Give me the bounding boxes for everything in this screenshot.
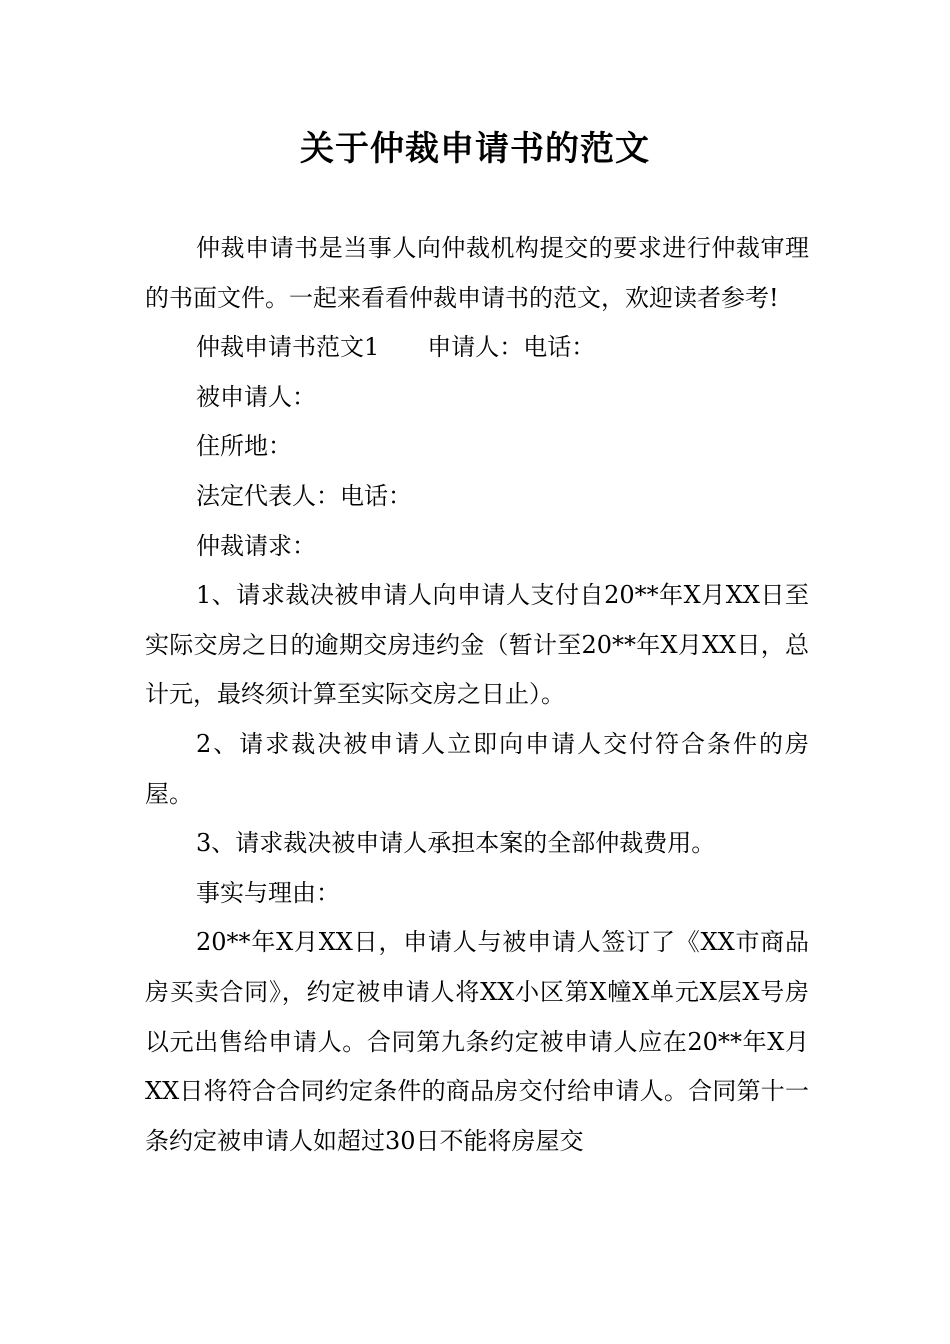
address-label: 住所地：	[196, 432, 292, 461]
applicant-line: 申请人：电话：	[427, 333, 596, 362]
claim-item: 3、请求裁决被申请人承担本案的全部仲裁费用。	[196, 829, 716, 858]
sample-heading-line	[145, 323, 809, 373]
document-body	[145, 224, 809, 1166]
claim-item: 1、请求裁决被申请人向申请人支付自20**年X月XX日至实际交房之日的逾期交房违约金（暂计至20**年X月XX日，总计元，最终须计算至实际交房之日止）。	[145, 581, 809, 709]
claims-heading: 仲裁请求：	[196, 531, 316, 560]
legal-rep-line: 法定代表人：电话：	[196, 481, 412, 510]
respondent-label: 被申请人：	[196, 382, 316, 411]
document-title: 关于仲裁申请书的范文	[300, 129, 650, 169]
facts-paragraph: 20**年X月XX日，申请人与被申请人签订了《XX市商品房买卖合同》，约定被申请人将XX小区第X幢X单元X层X号房以元出售给申请人。合同第九条约定被申请人应在20**年X月XX日将符合合同约定条件的商品房交付给申请人。合同第十一条约定被申请人如超过30日不能将房屋交	[145, 928, 809, 1155]
intro-paragraph: 仲裁申请书是当事人向仲裁机构提交的要求进行仲裁审理的书面文件。一起来看看仲裁申请书的范文，欢迎读者参考!	[145, 234, 809, 312]
facts-heading: 事实与理由：	[196, 878, 340, 907]
claim-item: 2、请求裁决被申请人立即向申请人交付符合条件的房屋。	[145, 729, 809, 808]
sample-heading: 仲裁申请书范文1	[196, 333, 380, 362]
